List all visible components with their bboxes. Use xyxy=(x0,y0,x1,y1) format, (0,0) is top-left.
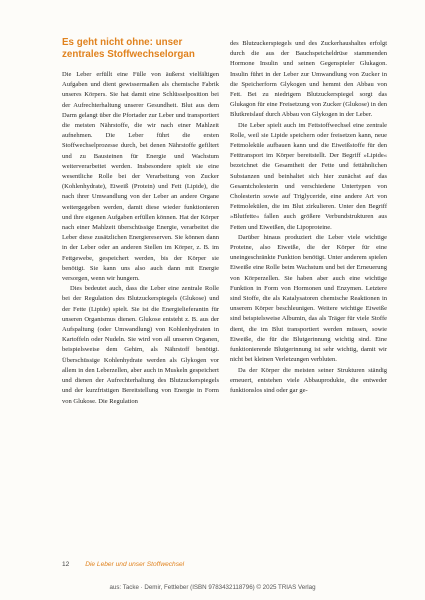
paragraph: Darüber hinaus produziert die Leber viele wichtige Proteine, also Eiweiße, die der Körper für eine uneingeschränkte Funktion benötigt. Unter anderem spielen Eiweiße eine Rolle beim Wachstum und bei der Erneuerung von Körperzellen. Sie haben aber auch eine wichtige Funktion in Form von Hormonen und Enzymen. Letztere sind Stoffe, die als Katalysatoren chemische Reaktionen in unserem Körper beschleunigen. Weitere wichtige Eiweiße sind beispielsweise Albumin, das als Träger für viele Stoffe dient, die im Blut transportiert werden müssen, sowie Eiweiße, die für die Blutgerinnung wichtig sind. Eine funktionierende Blutgerinnung ist sehr wichtig, damit wir nicht bei kleinen Verletzungen verbluten. xyxy=(230,233,387,364)
paragraph: des Blutzuckerspiegels und des Zuckerhaushaltes erfolgt durch die aus der Bauchspeicheldrüse stammenden Hormone Insulin und seinen Gegenspieler Glukagon. Insulin führt in der Leber zur Umwandlung von Zucker in die Speicherform Glykogen und hemmt den Abbau von Fett. Bei zu niedrigem Blutzuckerspiegel sorgt das Glukagon für eine Freisetzung von Zucker (Glukose) in den Blutkreislauf durch Abbau von Glykogen in der Leber. xyxy=(230,40,387,119)
paragraph: Die Leber spielt auch im Fettstoffwechsel eine zentrale Rolle, weil sie Lipide speichern oder freisetzen kann, neue Fettmoleküle aufbauen kann und die Eiweißstoffe für den Fetttransport im Körper bereitstellt. Der Begriff »Lipide« bezeichnet die Gesamtheit der Fette und fettähnlichen Substanzen und beinhaltet sich hier zunächst auf das Gesamtcholesterin und verschiedene Untertypen von Cholesterin sowie auf Triglyceride, eine andere Art von Fettmolekülen, die im Blut zirkulieren. Unter den Begriff »Blutfette« fallen auch größere Verbundstrukturen aus Fetten und Eiweißen, die Lipoproteine. xyxy=(230,121,387,231)
source-line: aus: Tacke · Demir, Fettleber (ISBN 9783432118796) © 2025 TRIAS Verlag xyxy=(109,584,316,591)
page-number: 12 xyxy=(62,561,70,568)
page-footer xyxy=(62,561,184,568)
section-heading: Es geht nicht ohne: unser zentrales Stoffwechselorgan xyxy=(62,37,195,61)
left-column xyxy=(62,70,219,407)
paragraph: Da der Körper die meisten seiner Strukturen ständig erneuert, entstehen viele Abbauprodukte, die entweder funktionslos sind oder gar ge- xyxy=(230,366,387,394)
running-title: Die Leber und unser Stoffwechsel xyxy=(85,561,185,568)
right-column xyxy=(230,39,387,396)
paragraph: Dies bedeutet auch, dass die Leber eine zentrale Rolle bei der Regulation des Blutzuckerspiegels (Glukose) und der Fette (Lipide) spielt. Sie ist die Energielieferantin für unseren Organismus dienen. Glukose entsteht z. B. aus der Aufspaltung (oder Umwandlung) von Kohlenhydraten in Kartoffeln oder Nudeln. Sie wird von all unseren Organen, beispielsweise dem Gehirn, als Nährstoff benötigt. Überschüssige Kohlenhydrate werden als Glykogen vor allem in den Leberzellen, aber auch in Muskeln gespeichert und dienen der Aufrechterhaltung des Blutzuckerspiegels und der kurzfristigen Bereitstellung von Energie in Form von Glukose. Die Regulation xyxy=(62,285,219,405)
paragraph: Die Leber erfüllt eine Fülle von äußerst vielfältigen Aufgaben und dient gewissermaßen als chemische Fabrik unseres Körpers. Sie hat damit eine Schlüsselposition bei der Aufrechterhaltung unserer Gesundheit. Blut aus dem Darm gelangt über die Pfortader zur Leber und transportiert die meisten Nährstoffe, die wir nach einer Mahlzeit aufnehmen. Die Leber führt die ersten Stoffwechselprozesse durch, bei denen Nährstoffe gefiltert und zu Bausteinen für Energie und Wachstum weiterverarbeitet werden. Insbesondere spielt sie eine wesentliche Rolle bei der Verarbeitung von Zucker (Kohlenhydrate), Eiweiß (Protein) und Fett (Lipide), die nach ihrer Umwandlung von der Leber an andere Organe weitergegeben werden, damit diese wieder funktionieren und ihre eigenen Aufgaben erfüllen können. Hat der Körper nach einer Mahlzeit überschüssige Energie, verarbeitet die Leber diese zusätzlichen Energiereserven. Sie können dann in der Leber oder an anderen Stellen im Körper, z. B. im Fettgewebe, gespeichert werden, bis der Körper sie benötigt. Sie kann uns also auch dann mit Energie versorgen, wenn wir hungern. xyxy=(62,71,219,283)
